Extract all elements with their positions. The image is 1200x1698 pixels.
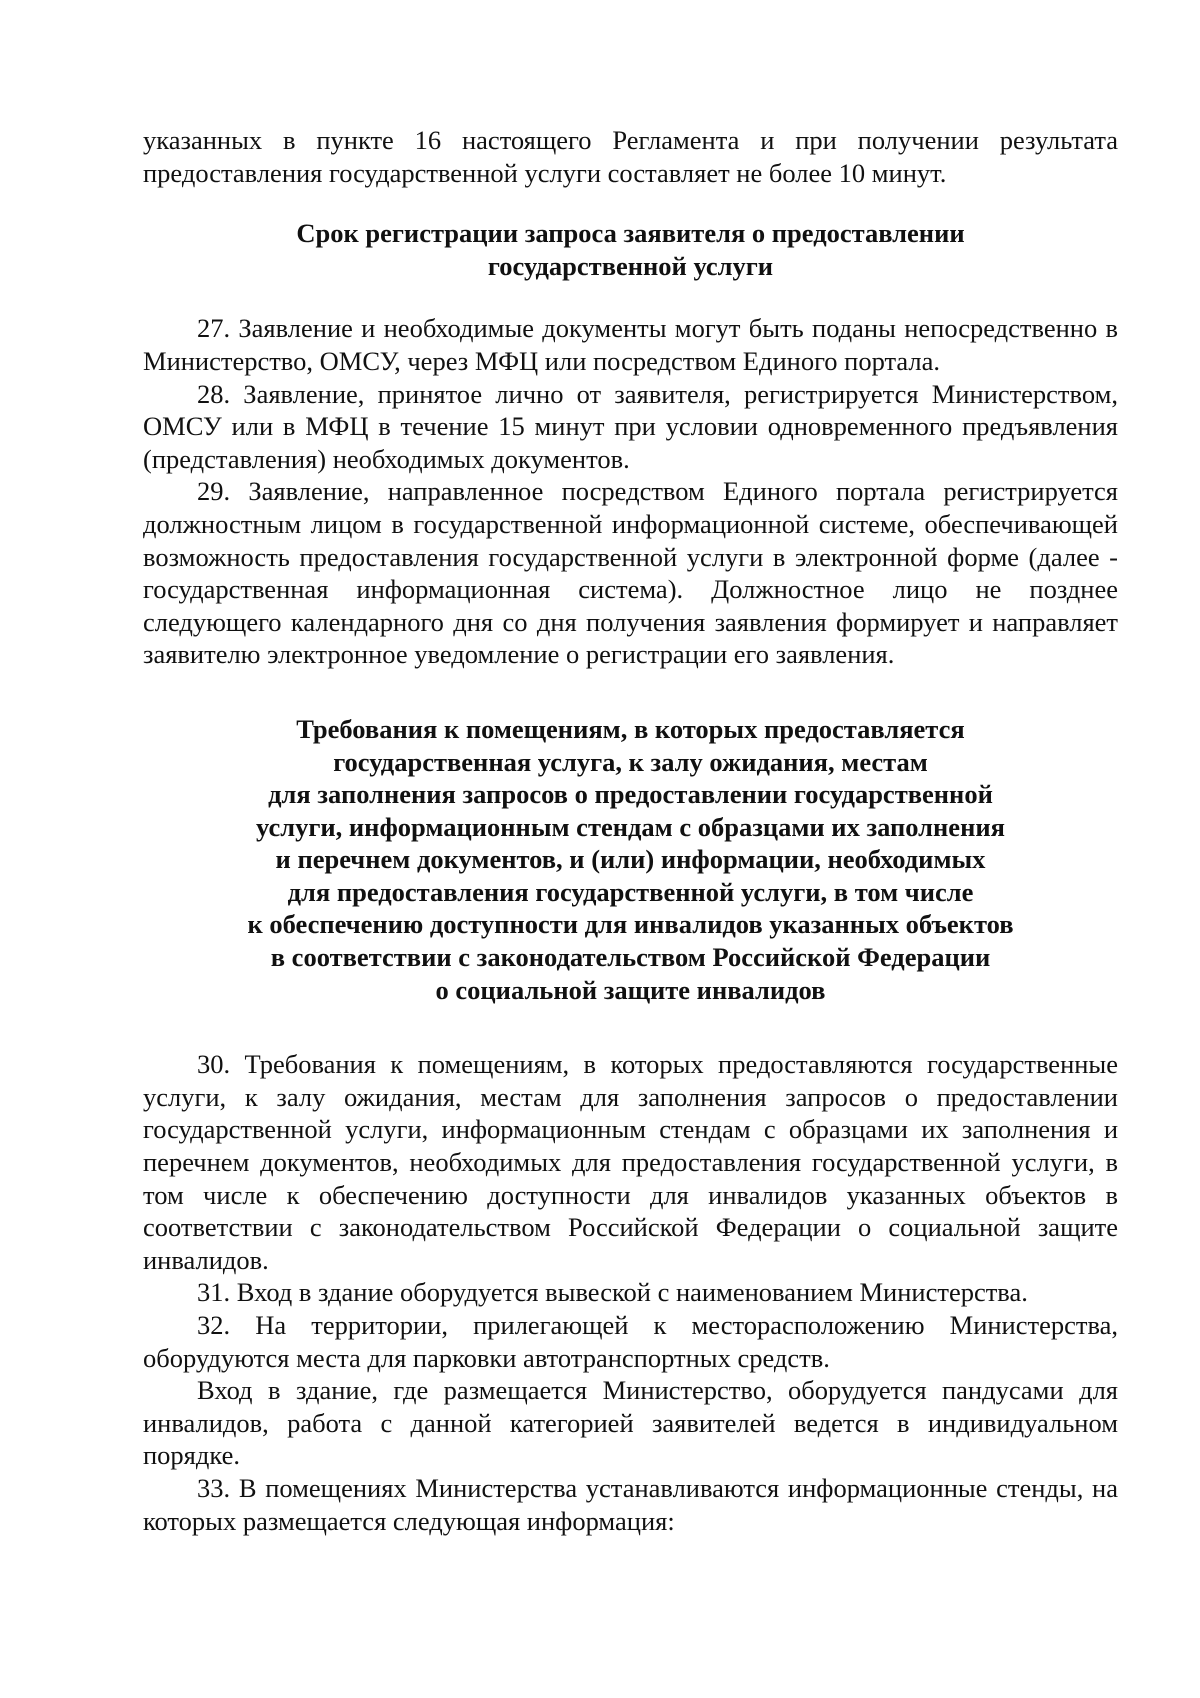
section-heading-premises <box>143 713 1118 1006</box>
heading-line: государственной услуги <box>487 250 774 281</box>
heading-line: государственная услуга, к залу ожидания, местам <box>333 746 928 777</box>
paragraph-32: 32. На территории, прилегающей к месторасположению Министерства, оборудуются места для парковки автотранспортных средств. <box>143 1310 1118 1373</box>
spacer <box>143 1006 1118 1048</box>
heading-line: к обеспечению доступности для инвалидов указанных объектов <box>247 909 1014 940</box>
heading-line: Срок регистрации запроса заявителя о предоставлении <box>296 218 965 249</box>
heading-line: о социальной защите инвалидов <box>435 974 826 1005</box>
paragraph-31: 31. Вход в здание оборудуется вывеской с наименованием Министерства. <box>197 1277 1028 1308</box>
section-heading-registration <box>143 217 1118 282</box>
paragraph-29: 29. Заявление, направленное посредством Единого портала регистрируется должностным лицом в государственной информационной системе, обеспечивающей возможность предоставления государственной услуги в электронной форме (далее - государственная информационная система). Должностное лицо не позднее следующего календарного дня со дня получения заявления формирует и направляет заявителю электронное уведомление о регистрации его заявления. <box>143 476 1118 670</box>
paragraph-33: 33. В помещениях Министерства устанавливаются информационные стенды, на которых размещается следующая информация: <box>143 1472 1118 1536</box>
heading-line: услуги, информационным стендам с образцами их заполнения <box>256 811 1005 842</box>
paragraph-30: 30. Требования к помещениям, в которых предоставляются государственные услуги, к залу ожидания, местам для заполнения запросов о предоставлении государственной услуги, информационным стендам с образцами их заполнения и перечнем документов, необходимых для предоставления государственной услуги, в том числе к обеспечению доступности для инвалидов указанных объектов в соответствии с законодательством Российской Федерации о социальной защите инвалидов. <box>143 1049 1118 1275</box>
heading-line: в соответствии с законодательством Российской Федерации <box>270 942 991 973</box>
paragraph-27: 27. Заявление и необходимые документы могут быть поданы непосредственно в Министерство, ОМСУ, через МФЦ или посредством Единого портала. <box>143 313 1118 376</box>
heading-line: и перечнем документов, и (или) информации, необходимых <box>275 844 986 875</box>
heading-line: для заполнения запросов о предоставлении государственной <box>268 779 993 810</box>
intro-paragraph: указанных в пункте 16 настоящего Регламента и при получении результата предоставления государственной услуги составляет не более 10 минут. <box>143 125 1118 188</box>
heading-line: Требования к помещениям, в которых предоставляется <box>296 713 965 744</box>
heading-line: для предоставления государственной услуги, в том числе <box>287 876 974 907</box>
paragraph-32-continuation: Вход в здание, где размещается Министерство, оборудуется пандусами для инвалидов, работа с данной категорией заявителей ведется в индивидуальном порядке. <box>143 1375 1118 1471</box>
spacer <box>143 189 1118 217</box>
spacer <box>143 671 1118 713</box>
paragraph-28: 28. Заявление, принятое лично от заявителя, регистрируется Министерством, ОМСУ или в МФЦ в течение 15 минут при условии одновременного предъявления (представления) необходимых документов. <box>143 378 1118 474</box>
spacer <box>143 282 1118 312</box>
